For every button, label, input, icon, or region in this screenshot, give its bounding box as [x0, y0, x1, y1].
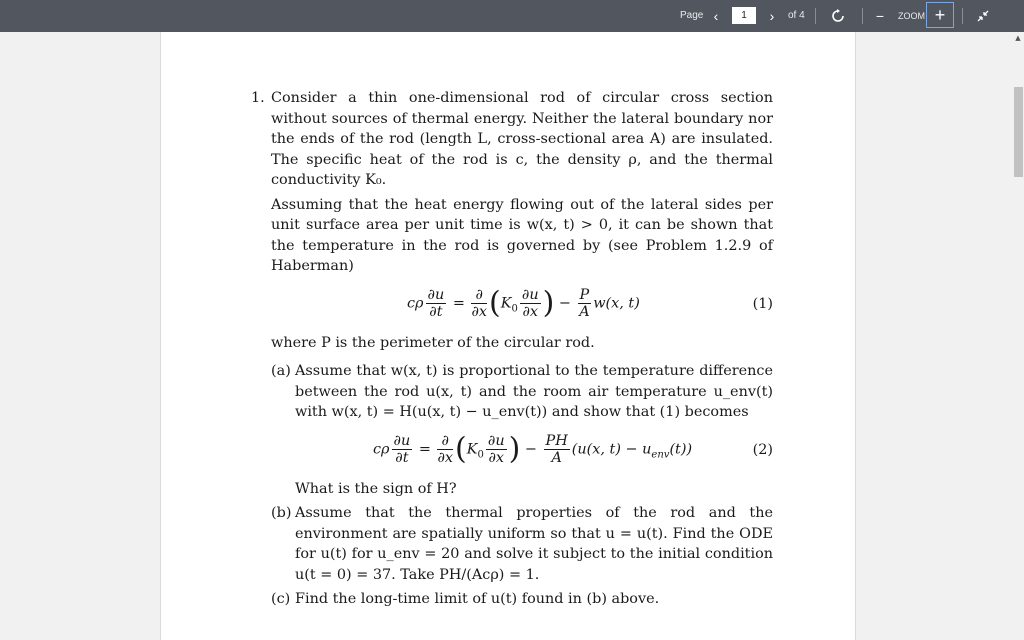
- toolbar-divider: [862, 8, 863, 24]
- scrollbar-thumb[interactable]: [1014, 87, 1023, 177]
- question-number: 1.: [251, 90, 265, 106]
- chevron-left-icon[interactable]: ‹: [713, 8, 719, 24]
- question-1: [251, 88, 773, 277]
- equation-1: cρ $\frac{\partial u}{\partial t}$ = $\frac{\partial}{\partial x}$ ($K_0$ $\frac{\partial u}{\partial x}$ ) − $\frac{P}{A}$ w(x, t) (1): [407, 284, 773, 320]
- page-number-input[interactable]: [732, 7, 756, 24]
- chevron-right-icon[interactable]: ›: [769, 8, 775, 24]
- page-content: [251, 88, 773, 610]
- pdf-page: [160, 32, 856, 640]
- equation-2: cρ $\frac{\partial u}{\partial t}$ = $\frac{\partial}{\partial x}$ ($K_0$ $\frac{\partial u}{\partial x}$ ) − $\frac{PH}{A}$ (u(x, $t) - u_{env}(t)$) (2): [373, 430, 773, 466]
- part-b: [271, 503, 773, 585]
- toolbar-divider: [962, 8, 963, 24]
- page-total: of 4: [788, 10, 805, 21]
- part-c: [271, 589, 773, 610]
- zoom-label: ZOOM: [898, 11, 925, 21]
- part-b-text: Assume that the thermal properties of the rod and the environment are spatially uniform so that u = u(t). Find the ODE for u(t) for u_env = 20 and solve it subject to the initial condition u(t = 0) = 37. Take PH/(Acρ) = 1.: [295, 505, 773, 583]
- document-viewer: [0, 32, 1024, 640]
- scroll-up-icon[interactable]: ▲: [1015, 34, 1021, 42]
- part-a-question: What is the sign of H?: [295, 480, 457, 497]
- minus-icon[interactable]: −: [875, 8, 885, 24]
- question-1-text-2: Assuming that the heat energy flowing out of the lateral sides per unit surface area per unit time is w(x, t) > 0, it can be shown that the temperature in the rod is governed by (see Problem 1.2.9 of Haberman): [271, 196, 773, 274]
- part-a-text: Assume that w(x, t) is proportional to the temperature difference between the rod u(x, t) and the room air temperature u_env(t) with w(x, t) = H(u(x, t) − u_env(t)) and show that (1) becomes: [295, 363, 773, 420]
- question-1-text: Consider a thin one-dimensional rod of circular cross section without sources of thermal energy. Neither the lateral boundary nor the ends of the rod (length L, cross-sectional area A) are insulated. The specific heat of the rod is c, the density ρ, and the thermal conductivity K₀.: [271, 90, 773, 188]
- equation-1-number: (1): [752, 295, 773, 312]
- after-equation-1-text: where P is the perimeter of the circular rod.: [271, 334, 595, 351]
- pdf-toolbar: [0, 0, 1024, 32]
- part-a-label: (a): [271, 363, 291, 379]
- part-c-label: (c): [271, 591, 291, 607]
- equation-2-number: (2): [752, 441, 773, 458]
- vertical-scrollbar[interactable]: [1012, 32, 1024, 640]
- plus-icon[interactable]: +: [926, 2, 954, 28]
- collapse-icon[interactable]: [974, 6, 992, 26]
- page-label: Page: [680, 10, 704, 21]
- toolbar-divider: [815, 8, 816, 24]
- rotate-icon[interactable]: [829, 6, 847, 26]
- part-c-text: Find the long-time limit of u(t) found in (b) above.: [295, 591, 660, 607]
- part-b-label: (b): [271, 505, 292, 521]
- part-a: [271, 361, 773, 499]
